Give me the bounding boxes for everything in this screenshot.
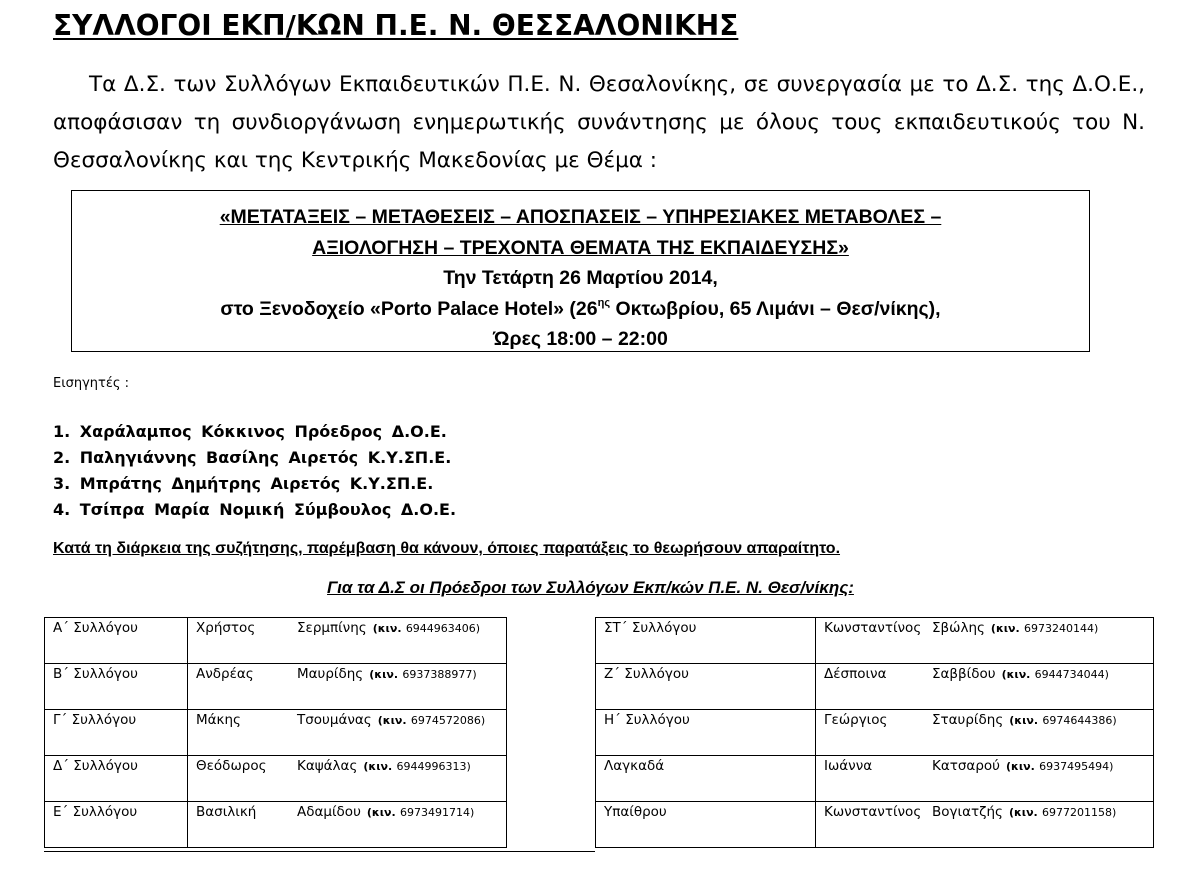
table-row — [45, 756, 507, 802]
first-name: Κωνσταντίνος — [824, 620, 922, 636]
president-cell — [188, 664, 507, 710]
president-cell — [816, 618, 1154, 664]
first-name: Θεόδωρος — [196, 758, 267, 774]
mobile-number: 6937495494) — [1039, 760, 1114, 773]
president-cell — [188, 802, 507, 848]
mobile-label: (κιν. — [366, 806, 396, 819]
table-row — [45, 664, 507, 710]
last-name: Τσουμάνας — [297, 712, 372, 728]
first-name: Ιωάννα — [824, 758, 873, 774]
event-venue-post: Οκτωβρίου, 65 Λιμάνι – Θεσ/νίκης), — [610, 297, 941, 320]
association-cell: Λαγκαδά — [596, 756, 816, 802]
president-cell — [816, 802, 1154, 848]
association-cell: ΣΤ΄ Συλλόγου — [596, 618, 816, 664]
first-name: Ανδρέας — [196, 666, 254, 682]
event-venue-pre: στο Ξενοδοχείο «Porto Palace Hotel» (26 — [220, 297, 598, 320]
speaker-item: 3. Μπράτης Δημήτρης Αιρετός Κ.Υ.ΣΠ.Ε. — [53, 474, 434, 493]
speaker-item: 1. Χαράλαμπος Κόκκινος Πρόεδρος Δ.Ο.Ε. — [53, 422, 447, 441]
intro-text: Τα Δ.Σ. των Συλλόγων Εκπαιδευτικών Π.Ε. Ν. Θεσαλονίκης, σε συνεργασία με το Δ.Σ. της Δ.Ο.Ε., αποφάσισαν τη συνδιοργάνωση ενημερωτικής συνάντησης με όλους τους εκπαιδευτικούς του Ν. Θεσσαλονίκης και της Κεντρικής Μακεδονίας με Θέμα : — [53, 72, 1145, 173]
mobile-label: (κιν. — [369, 668, 399, 681]
association-cell: Δ΄ Συλλόγου — [45, 756, 188, 802]
event-box — [71, 190, 1090, 352]
association-cell: Γ΄ Συλλόγου — [45, 710, 188, 756]
first-name: Κωνσταντίνος — [824, 804, 922, 820]
last-name: Βογιατζής — [932, 804, 1003, 820]
event-date: Την Τετάρτη 26 Μαρτίου 2014, — [443, 267, 718, 289]
table-bottom-rule — [44, 851, 595, 852]
last-name: Κατσαρού — [932, 758, 1000, 774]
association-cell: Ε΄ Συλλόγου — [45, 802, 188, 848]
president-cell — [816, 664, 1154, 710]
association-cell: Υπαίθρου — [596, 802, 816, 848]
last-name: Σερμπίνης — [297, 620, 367, 636]
presidents-table-title: Για τα Δ.Σ οι Πρόεδροι των Συλλόγων Εκπ/κών Π.Ε. Ν. Θεσ/νίκης: — [327, 578, 854, 597]
president-cell — [188, 618, 507, 664]
first-name: Μάκης — [196, 712, 241, 728]
last-name: Σβώλης — [932, 620, 985, 636]
mobile-number: 6944734044) — [1034, 668, 1109, 681]
mobile-number: 6944963406) — [405, 622, 481, 635]
mobile-number: 6973240144) — [1024, 622, 1099, 635]
table-row — [596, 618, 1154, 664]
association-cell: Β΄ Συλλόγου — [45, 664, 188, 710]
mobile-number: 6974572086) — [410, 714, 486, 727]
mobile-label: (κιν. — [1001, 668, 1031, 681]
mobile-label: (κιν. — [1009, 714, 1039, 727]
last-name: Σαββίδου — [932, 666, 996, 682]
last-name: Μαυρίδης — [297, 666, 364, 682]
presidents-table-right — [595, 617, 1154, 848]
event-venue — [72, 294, 1089, 325]
event-topic-line-2: ΑΞΙΟΛΟΓΗΣΗ – ΤΡΕΧΟΝΤΑ ΘΕΜΑΤΑ ΤΗΣ ΕΚΠΑΙΔΕΥΣΗΣ» — [312, 236, 849, 259]
last-name: Σταυρίδης — [932, 712, 1004, 728]
mobile-label: (κιν. — [1005, 760, 1035, 773]
table-row — [45, 618, 507, 664]
president-cell — [188, 710, 507, 756]
intervention-note: Κατά τη διάρκεια της συζήτησης, παρέμβαση θα κάνουν, όποιες παρατάξεις το θεωρήσουν απαραίτητο. — [53, 540, 841, 557]
president-cell — [816, 710, 1154, 756]
mobile-number: 6937388977) — [402, 668, 477, 681]
mobile-label: (κιν. — [1008, 806, 1038, 819]
table-row — [45, 802, 507, 848]
association-cell: Ζ΄ Συλλόγου — [596, 664, 816, 710]
speakers-list — [53, 420, 456, 524]
intro-paragraph — [53, 66, 1145, 180]
speaker-item: 4. Τσίπρα Μαρία Νομική Σύμβουλος Δ.Ο.Ε. — [53, 500, 457, 519]
mobile-label: (κιν. — [990, 622, 1020, 635]
association-cell: Α΄ Συλλόγου — [45, 618, 188, 664]
speakers-heading: Εισηγητές : — [53, 376, 130, 391]
mobile-label: (κιν. — [363, 760, 393, 773]
last-name: Καψάλας — [297, 758, 358, 774]
association-cell: Η΄ Συλλόγου — [596, 710, 816, 756]
table-row — [596, 802, 1154, 848]
event-hours: Ώρες 18:00 – 22:00 — [493, 328, 668, 350]
table-row — [596, 664, 1154, 710]
speaker-item: 2. Παληγιάννης Βασίλης Αιρετός Κ.Υ.ΣΠ.Ε. — [53, 448, 452, 467]
first-name: Χρήστος — [196, 620, 256, 636]
last-name: Αδαμίδου — [297, 804, 361, 820]
table-row — [596, 756, 1154, 802]
presidents-table-left — [44, 617, 507, 848]
mobile-number: 6974644386) — [1042, 714, 1117, 727]
first-name: Δέσποινα — [824, 666, 887, 682]
mobile-number: 6977201158) — [1042, 806, 1117, 819]
first-name: Βασιλική — [196, 804, 257, 820]
mobile-number: 6944996313) — [396, 760, 471, 773]
mobile-label: (κιν. — [372, 622, 402, 635]
mobile-label: (κιν. — [377, 714, 407, 727]
first-name: Γεώργιος — [824, 712, 888, 728]
table-row — [45, 710, 507, 756]
event-venue-sup: ης — [597, 296, 611, 309]
table-row — [596, 710, 1154, 756]
event-topic-line-1: «ΜΕΤΑΤΑΞΕΙΣ – ΜΕΤΑΘΕΣΕΙΣ – ΑΠΟΣΠΑΣΕΙΣ – ΥΠΗΡΕΣΙΑΚΕΣ ΜΕΤΑΒΟΛΕΣ – — [219, 206, 942, 228]
president-cell — [816, 756, 1154, 802]
president-cell — [188, 756, 507, 802]
page-title: ΣΥΛΛΟΓΟΙ ΕΚΠ/ΚΩΝ Π.Ε. Ν. ΘΕΣΣΑΛΟΝΙΚΗΣ — [53, 9, 739, 42]
mobile-number: 6973491714) — [400, 806, 475, 819]
